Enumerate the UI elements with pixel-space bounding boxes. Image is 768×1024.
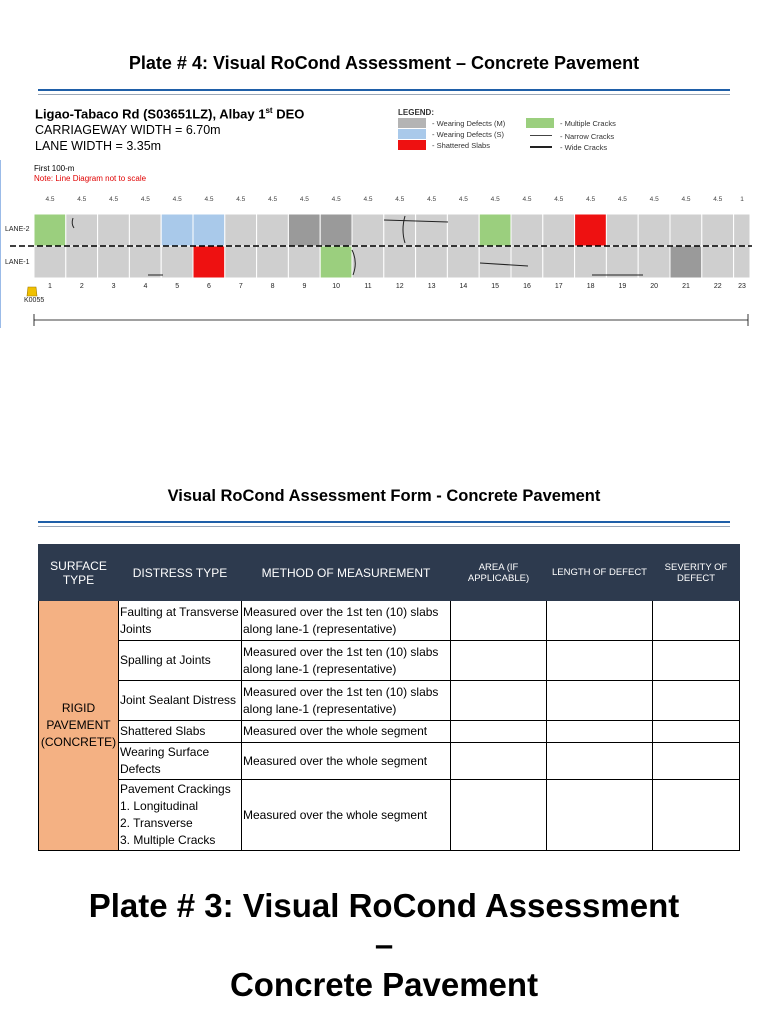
lane-2-slab xyxy=(352,214,384,246)
severity-cell[interactable] xyxy=(653,743,740,780)
slab-length-label: 4.5 xyxy=(299,196,309,203)
header-distress-type: DISTRESS TYPE xyxy=(119,545,242,601)
slab-number: 9 xyxy=(302,283,307,290)
plate3-title-line3: Concrete Pavement xyxy=(229,966,539,1003)
slab-length-label: 4.5 xyxy=(45,196,55,203)
lane-1-slab xyxy=(352,246,384,278)
plate3-title-line1: Plate # 3: Visual RoCond Assessment xyxy=(88,887,680,924)
distress-line: 1. Longitudinal xyxy=(120,799,199,813)
slab-number: 4 xyxy=(143,283,148,290)
length-cell[interactable] xyxy=(547,721,653,743)
distress-type-cell xyxy=(119,780,242,851)
slab-length-label: 4.5 xyxy=(204,196,214,203)
lane-1-slab xyxy=(225,246,257,278)
method-cell: Measured over the 1st ten (10) slabs along lane-1 (representative) xyxy=(242,601,451,641)
legend-title: LEGEND: xyxy=(398,108,434,117)
distress-line: Pavement Crackings xyxy=(120,782,231,796)
slab-number: 15 xyxy=(491,283,500,290)
diagram-note: Note: Line Diagram not to scale xyxy=(34,174,147,183)
method-cell: Measured over the whole segment xyxy=(242,721,451,743)
slab-number: 22 xyxy=(713,283,722,290)
legend-line xyxy=(530,135,552,136)
lane-2-slab xyxy=(670,214,702,246)
legend-label: - Wide Cracks xyxy=(560,143,608,152)
slab-number: 14 xyxy=(459,283,468,290)
area-cell[interactable] xyxy=(451,721,547,743)
lane-2-slab xyxy=(98,214,130,246)
lane-1-slab xyxy=(543,246,575,278)
lane-2-slab xyxy=(193,214,225,246)
lane-1-slab xyxy=(129,246,161,278)
lane-2-slab xyxy=(34,214,66,246)
severity-cell[interactable] xyxy=(653,601,740,641)
lane-1-slab xyxy=(257,246,289,278)
slab-length-label: 4.5 xyxy=(649,196,659,203)
slab-length-label: 4.5 xyxy=(363,196,373,203)
slab-number: 17 xyxy=(554,283,563,290)
slab-number: 3 xyxy=(111,283,116,290)
lane-2-slab xyxy=(734,214,750,246)
surface-type-cell: RIGID PAVEMENT (CONCRETE) xyxy=(39,601,119,851)
slab-length-label: 4.5 xyxy=(236,196,246,203)
plate3-title-dash: – xyxy=(374,926,394,963)
table-row xyxy=(39,681,740,721)
lane-1-slab xyxy=(702,246,734,278)
method-cell: Measured over the whole segment xyxy=(242,743,451,780)
slab-length-label: 4.5 xyxy=(586,196,596,203)
slab-length-label: 4.5 xyxy=(522,196,532,203)
area-cell[interactable] xyxy=(451,601,547,641)
length-cell[interactable] xyxy=(547,743,653,780)
lane-2-slab xyxy=(161,214,193,246)
lane-2-slab xyxy=(66,214,98,246)
slab-number: 23 xyxy=(738,283,746,290)
distress-type-cell: Shattered Slabs xyxy=(119,721,242,743)
chainage-label: K0055 xyxy=(24,297,45,304)
lane-2-slab xyxy=(638,214,670,246)
slab-length-label: 4.5 xyxy=(331,196,341,203)
length-cell[interactable] xyxy=(547,601,653,641)
severity-cell[interactable] xyxy=(653,780,740,851)
lane-1-slab xyxy=(193,246,225,278)
area-cell[interactable] xyxy=(451,641,547,681)
header-surface-type: SURFACE TYPE xyxy=(39,545,119,601)
header-length: LENGTH OF DEFECT xyxy=(547,545,653,601)
lane-1-slab xyxy=(384,246,416,278)
slab-number: 5 xyxy=(175,283,180,290)
form-rule-top xyxy=(38,521,730,523)
slab-number: 18 xyxy=(586,283,595,290)
distress-type-cell: Joint Sealant Distress xyxy=(119,681,242,721)
lane-2-slab xyxy=(511,214,543,246)
slab-length-label: 4.5 xyxy=(458,196,468,203)
legend-line xyxy=(530,146,552,148)
distress-line: 2. Transverse xyxy=(120,816,193,830)
lane-2-slab xyxy=(575,214,607,246)
header-area: AREA (IF APPLICABLE) xyxy=(451,545,547,601)
length-cell[interactable] xyxy=(547,681,653,721)
slab-length-label: 4.5 xyxy=(140,196,150,203)
title-rule-bottom xyxy=(38,94,730,95)
legend-swatch xyxy=(398,129,426,139)
slab-number: 12 xyxy=(395,283,404,290)
slab-length-label: 4.5 xyxy=(681,196,691,203)
lane-1-label: LANE-1 xyxy=(5,259,30,266)
lane-2-slab xyxy=(129,214,161,246)
distress-line: 3. Multiple Cracks xyxy=(120,833,216,847)
distress-type-cell: Wearing Surface Defects xyxy=(119,743,242,780)
lane-1-slab xyxy=(416,246,448,278)
distress-type-cell: Faulting at Transverse Joints xyxy=(119,601,242,641)
slab-length-label: 4.5 xyxy=(77,196,87,203)
method-cell: Measured over the whole segment xyxy=(242,780,451,851)
severity-cell[interactable] xyxy=(653,681,740,721)
slab-number: 11 xyxy=(364,283,372,290)
header-severity: SEVERITY OF DEFECT xyxy=(653,545,740,601)
lane-2-slab xyxy=(702,214,734,246)
legend-label: - Multiple Cracks xyxy=(560,119,616,128)
lane-width: LANE WIDTH = 3.35m xyxy=(35,139,162,153)
slab-length-label: 4.5 xyxy=(617,196,627,203)
table-row xyxy=(39,743,740,780)
method-cell: Measured over the 1st ten (10) slabs along lane-1 (representative) xyxy=(242,641,451,681)
form-title: Visual RoCond Assessment Form - Concrete Pavement xyxy=(167,487,601,505)
lane-2-slab xyxy=(384,214,416,246)
lane-2-slab xyxy=(225,214,257,246)
lane-1-slab xyxy=(98,246,130,278)
slab-length-label: 4.5 xyxy=(268,196,278,203)
slab-number: 7 xyxy=(238,283,243,290)
lane-1-slab xyxy=(161,246,193,278)
area-cell[interactable] xyxy=(451,681,547,721)
slab-number: 8 xyxy=(270,283,275,290)
slab-length-label: 4.5 xyxy=(490,196,500,203)
lane-2-slab xyxy=(320,214,352,246)
lane-1-slab xyxy=(606,246,638,278)
plate4-title: Plate # 4: Visual RoCond Assessment – Concrete Pavement xyxy=(128,53,640,73)
slab-grid xyxy=(0,200,768,330)
legend-label: - Wearing Defects (M) xyxy=(432,119,506,128)
assessment-form-table xyxy=(38,544,740,851)
lane-1-slab xyxy=(670,246,702,278)
header-method: METHOD OF MEASUREMENT xyxy=(242,545,451,601)
slab-length-label: 4.5 xyxy=(109,196,119,203)
lane-2-slab xyxy=(447,214,479,246)
table-row xyxy=(39,780,740,851)
slab-number: 13 xyxy=(427,283,436,290)
lane-1-slab xyxy=(479,246,511,278)
lane-1-slab xyxy=(320,246,352,278)
lane-1-slab xyxy=(66,246,98,278)
slab-length-label: 4.5 xyxy=(427,196,437,203)
slab-number: 20 xyxy=(650,283,659,290)
severity-cell[interactable] xyxy=(653,641,740,681)
table-row xyxy=(39,601,740,641)
first-100m-label: First 100-m xyxy=(34,164,75,173)
slab-number: 16 xyxy=(523,283,531,290)
severity-cell[interactable] xyxy=(653,721,740,743)
legend-label: - Shattered Slabs xyxy=(432,141,490,150)
legend-swatch xyxy=(526,118,554,128)
slab-number: 10 xyxy=(332,283,341,290)
form-rule-bottom xyxy=(38,526,730,527)
table-row xyxy=(39,641,740,681)
legend-swatch xyxy=(398,140,426,150)
legend-label: - Narrow Cracks xyxy=(560,132,615,141)
slab-number: 1 xyxy=(48,283,52,290)
slab-number: 21 xyxy=(682,283,690,290)
legend-label: - Wearing Defects (S) xyxy=(432,130,504,139)
lane-1-slab xyxy=(734,246,750,278)
title-rule-top xyxy=(38,89,730,91)
table-row xyxy=(39,721,740,743)
length-cell[interactable] xyxy=(547,641,653,681)
lane-1-slab xyxy=(447,246,479,278)
lane-1-slab xyxy=(638,246,670,278)
lane-2-slab xyxy=(416,214,448,246)
slab-number: 19 xyxy=(618,283,627,290)
lane-1-slab xyxy=(575,246,607,278)
method-cell: Measured over the 1st ten (10) slabs along lane-1 (representative) xyxy=(242,681,451,721)
slab-length-label: 1 xyxy=(740,196,744,203)
lane-1-slab xyxy=(34,246,66,278)
distress-type-cell: Spalling at Joints xyxy=(119,641,242,681)
lane-2-slab xyxy=(479,214,511,246)
length-cell[interactable] xyxy=(547,780,653,851)
carriageway-width: CARRIAGEWAY WIDTH = 6.70m xyxy=(35,123,221,137)
slab-number: 2 xyxy=(79,283,84,290)
slab-length-label: 4.5 xyxy=(554,196,564,203)
lane-2-slab xyxy=(288,214,320,246)
legend-swatch xyxy=(398,118,426,128)
area-cell[interactable] xyxy=(451,743,547,780)
lane-1-slab xyxy=(288,246,320,278)
table-header-row xyxy=(39,545,740,601)
slab-number: 6 xyxy=(207,283,211,290)
area-cell[interactable] xyxy=(451,780,547,851)
lane-1-slab xyxy=(511,246,543,278)
slab-length-label: 4.5 xyxy=(172,196,182,203)
slab-length-label: 4.5 xyxy=(713,196,723,203)
lane-2-label: LANE-2 xyxy=(5,226,30,233)
road-name: Ligao-Tabaco Rd (S03651LZ), Albay 1st DEO xyxy=(35,106,305,122)
lane-2-slab xyxy=(543,214,575,246)
slab-length-label: 4.5 xyxy=(395,196,405,203)
lane-2-slab xyxy=(606,214,638,246)
lane-2-slab xyxy=(257,214,289,246)
